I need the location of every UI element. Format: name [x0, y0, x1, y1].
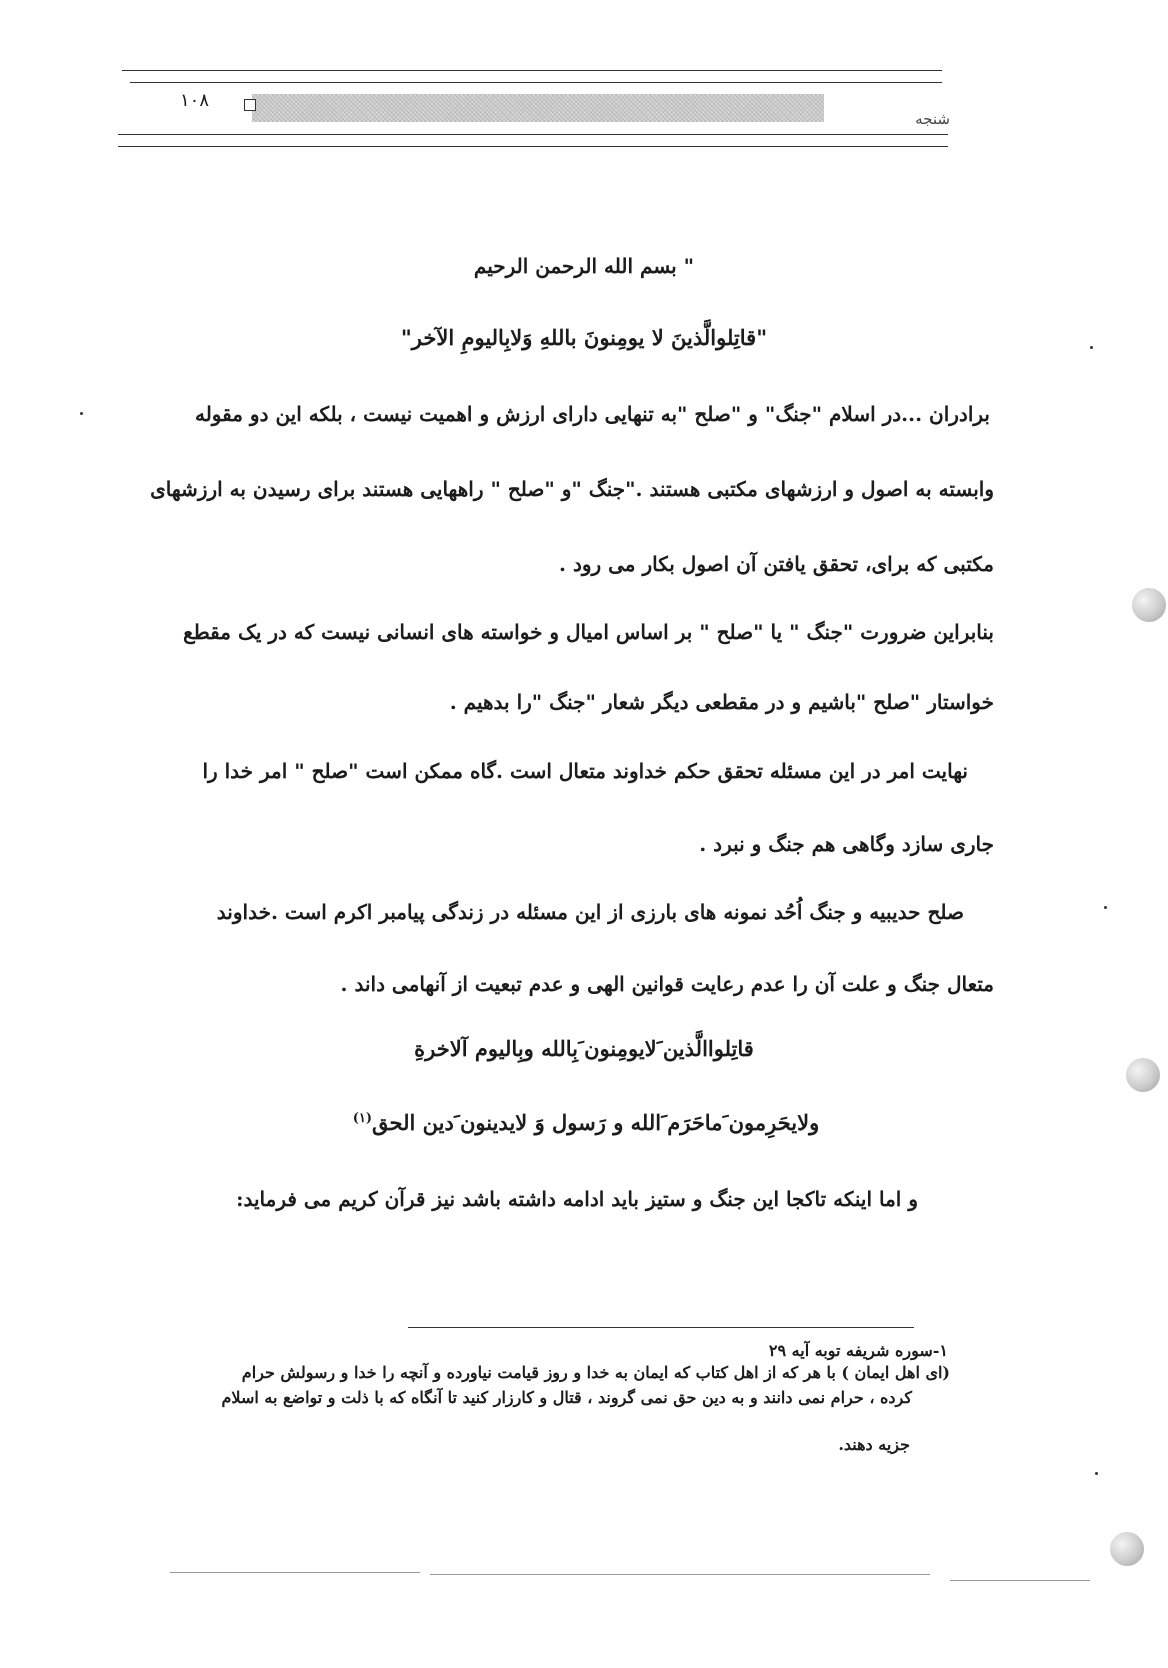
body-line-2: وابسته به اصول و ارزشهای مکتبی هستند ."جنگ "و "صلح " راههایی هستند برای رسیدن به ارزشهای: [150, 477, 994, 501]
page-number: ۱۰۸: [180, 90, 210, 111]
scan-edge-mark: [950, 1580, 1090, 1581]
running-title: شنجه: [915, 110, 950, 128]
body-line-9: متعال جنگ و علت آن را عدم رعایت قوانین الهی و عدم تبعیت از آنهامی داند .: [340, 972, 994, 996]
body-line-8: صلح حدیبیه و جنگ اُحُد نمونه های بارزی از این مسئله در زندگی پیامبر اکرم است .خداوند: [216, 900, 964, 924]
bismillah-heading: " بسم الله الرحمن الرحیم: [473, 254, 695, 278]
quran-verse-heading: "قاتِلوالَّذینَ لا یومِنونَ باللهِ وَلابِالیومِ الآخر": [400, 325, 768, 350]
punch-hole-middle: [1126, 1058, 1160, 1092]
body-line-5: خواستار "صلح "باشیم و در مقطعی دیگر شعار "جنگ "را بدهیم .: [449, 690, 994, 714]
header-bottom-rule-inner: [118, 146, 948, 147]
header-square-marker: [244, 99, 256, 111]
footnote-line-3: کرده ، حرام نمی دانند و به دین حق نمی گروند ، قتال و کارزار کنید تا آنگاه که با ذلت و تواضع به اسلام: [221, 1388, 912, 1407]
footnote-line-4: جزیه دهند.: [838, 1435, 910, 1454]
closing-line: و اما اینکه تاکجا این جنگ و ستیز باید ادامه داشته باشد نیز قرآن کریم می فرماید:: [236, 1187, 918, 1211]
scan-speck: [1104, 906, 1107, 909]
scan-speck: [1095, 1472, 1098, 1475]
footnote-divider: [408, 1327, 914, 1328]
scan-edge-mark: [430, 1574, 930, 1575]
scan-speck: [1090, 346, 1093, 349]
footnote-line-1: ۱-سوره شریفه توبه آیه ۲۹: [768, 1341, 948, 1360]
header-bottom-rule: [118, 134, 948, 135]
body-line-3: مکتبی که برای، تحقق یافتن آن اصول بکار می رود .: [559, 552, 994, 576]
footnote-line-2: (ای اهل ایمان ) با هر که از اهل کتاب که ایمان به خدا و روز قیامت نیاورده و آنچه را خدا و رسولش حرام: [241, 1363, 950, 1382]
scan-speck: [80, 412, 83, 415]
scan-edge-mark: [170, 1572, 420, 1573]
footnote-reference: (۱): [352, 1111, 373, 1126]
quran-verse-line-2: [0, 1105, 1168, 1137]
body-line-6: نهایت امر در این مسئله تحقق حکم خداوند متعال است .گاه ممکن است "صلح " امر خدا را: [202, 759, 968, 783]
quran-verse-line-2-text: ولایحَرِمون َماحَرَم َالله و رَسول وَ لایدینون َدین الحق: [372, 1110, 820, 1135]
header-top-rule: [122, 70, 942, 71]
punch-hole-top: [1132, 588, 1166, 622]
punch-hole-bottom: [1110, 1532, 1144, 1566]
body-line-7: جاری سازد وگاهی هم جنگ و نبرد .: [699, 832, 994, 856]
body-line-4: بنابراین ضرورت "جنگ " یا "صلح " بر اساس امیال و خواسته های انسانی نیست که در یک مقطع: [183, 620, 994, 644]
header-top-rule-inner: [130, 82, 942, 83]
quran-verse-line-1: قاتِلواالَّذین َلایومِنون َبِالله وبِالیوم آلاخرةِ: [414, 1036, 754, 1061]
body-line-1: برادران ...در اسلام "جنگ" و "صلح "به تنهایی دارای ارزش و اهمیت نیست ، بلکه این دو مقوله: [194, 402, 990, 426]
header-pattern-band: [252, 94, 824, 122]
